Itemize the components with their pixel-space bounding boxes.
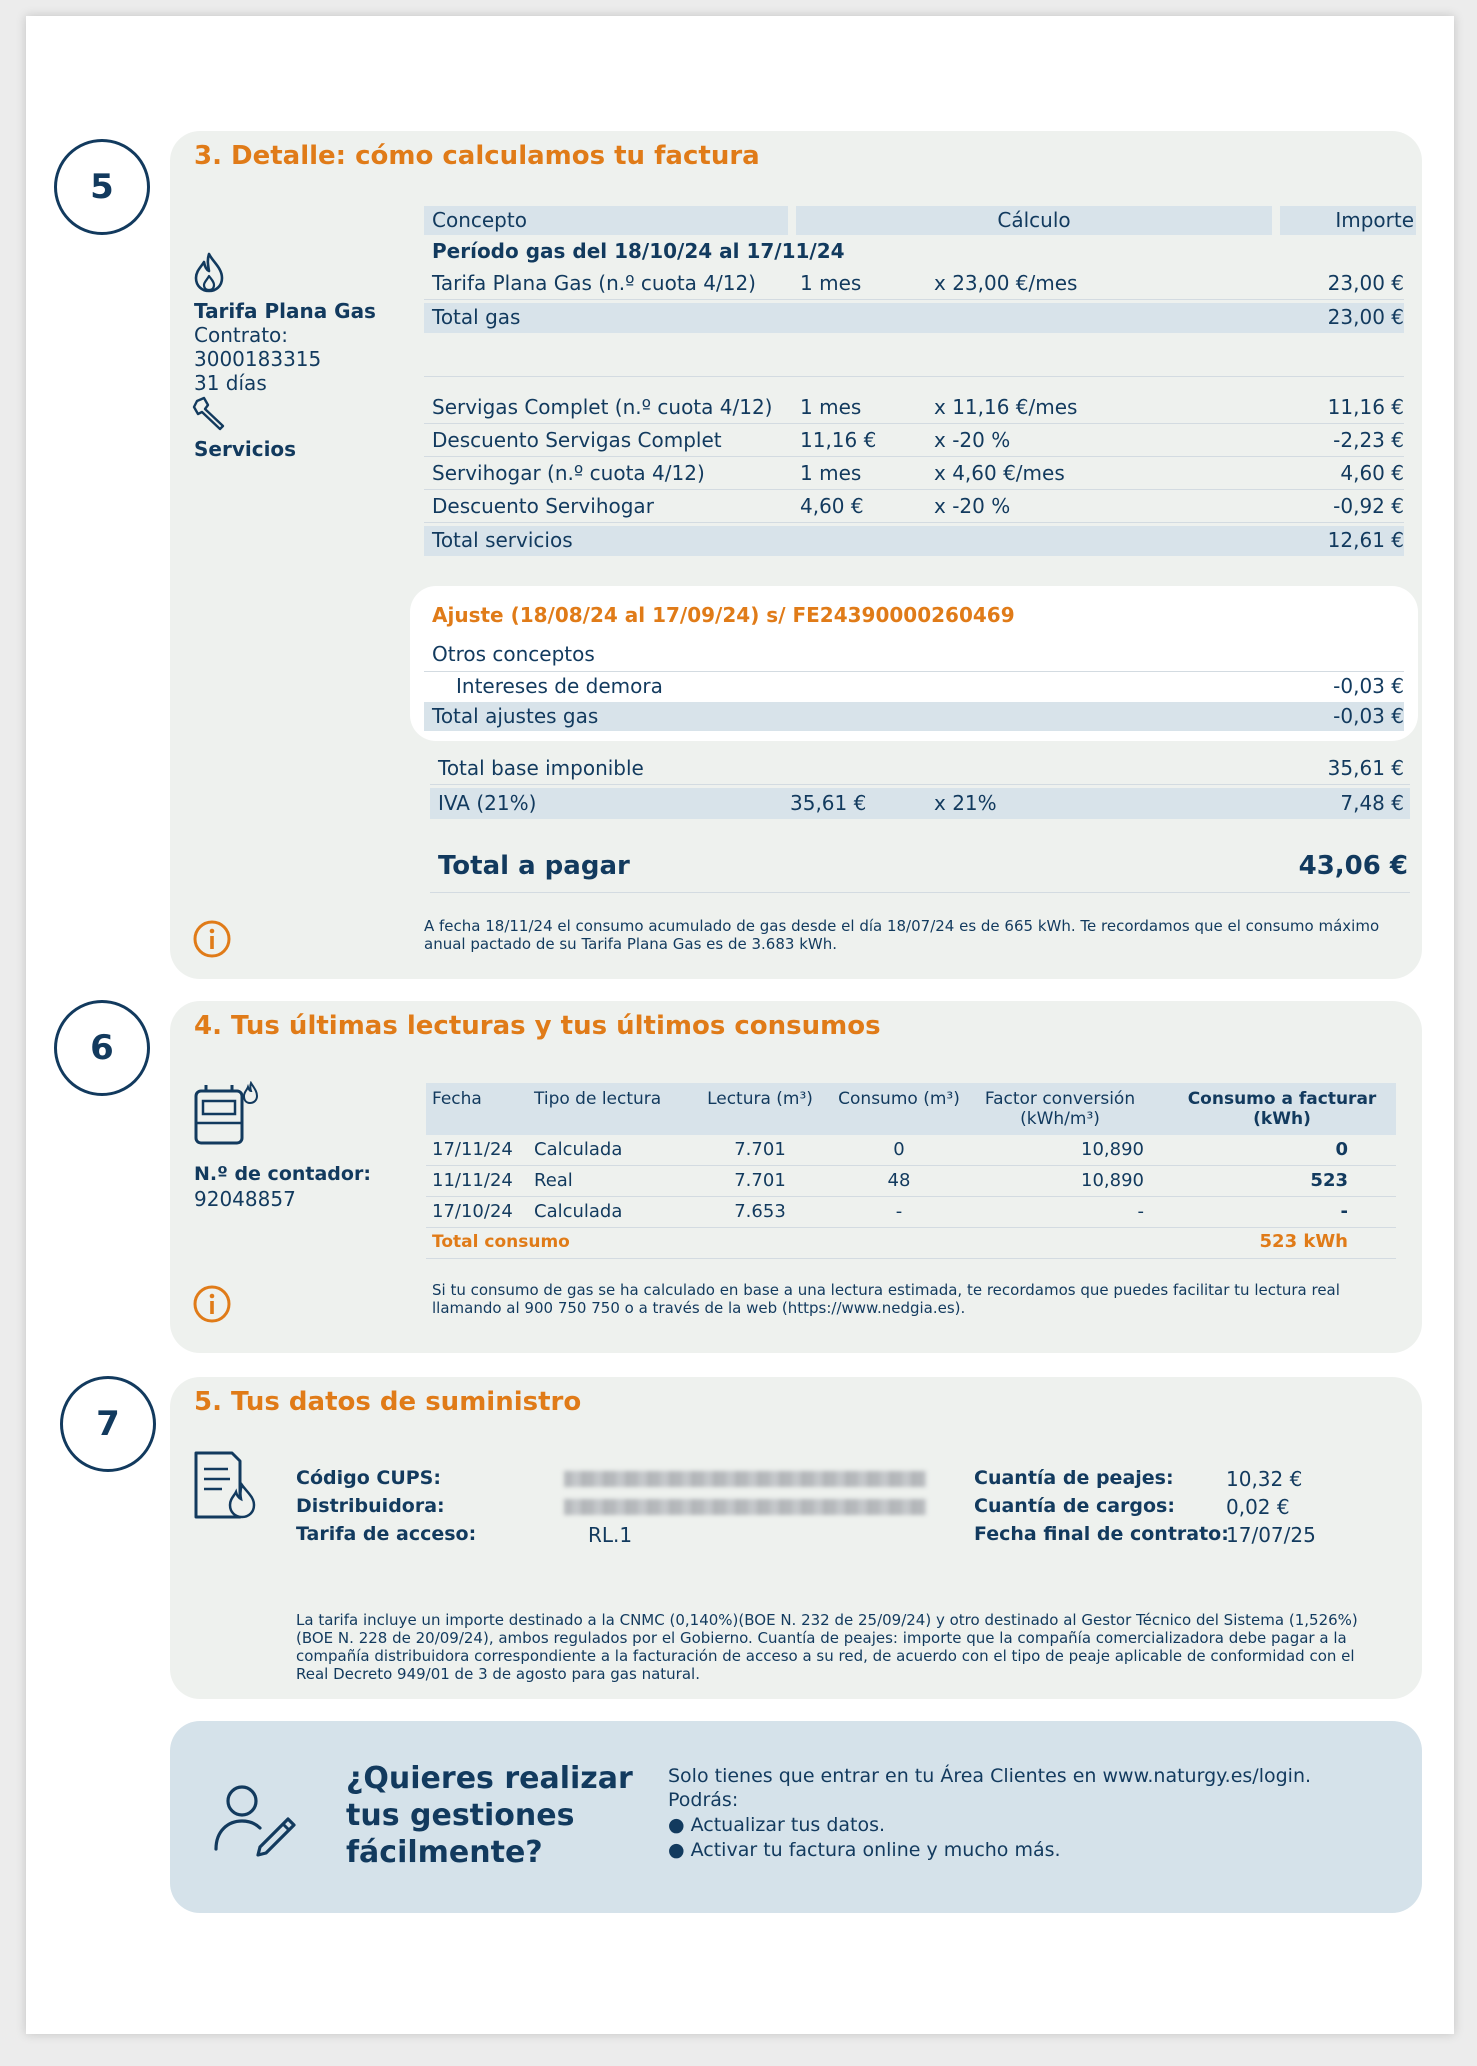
iva-calc: x 21% [934, 791, 997, 815]
row-separator [424, 456, 1404, 457]
total-servicios-label: Total servicios [432, 528, 573, 552]
distribuidora-label: Distribuidora: [296, 1495, 445, 1517]
service-row-qty: 1 mes [800, 461, 862, 485]
col-lectura: Lectura (m³) [707, 1089, 813, 1109]
lectura-factor: - [1137, 1201, 1144, 1222]
tarifa-acceso-value: RL.1 [588, 1523, 633, 1547]
distribuidora-redacted [564, 1499, 926, 1515]
promo-banner [170, 1721, 1422, 1913]
col-consumo: Consumo (m³) [838, 1089, 960, 1109]
total-ajustes-amount: -0,03 € [1333, 704, 1404, 728]
contador-label: N.º de contador: [194, 1163, 371, 1185]
contador-number: 92048857 [194, 1187, 296, 1211]
gas-row-amount: 23,00 € [1327, 271, 1404, 295]
service-row-label: Servigas Complet (n.º cuota 4/12) [432, 395, 773, 419]
total-ajustes-label: Total ajustes gas [432, 704, 599, 728]
lectura-consumo: 0 [893, 1139, 905, 1160]
lectura-fecha: 11/11/24 [432, 1170, 513, 1191]
lectura-consumo: 48 [887, 1170, 911, 1191]
total-gas-label: Total gas [432, 305, 521, 329]
service-row-amount: -0,92 € [1333, 494, 1404, 518]
lectura-facturar: - [1340, 1201, 1348, 1222]
promo-title-line-3: fácilmente? [346, 1835, 543, 1870]
cargos-value: 0,02 € [1226, 1495, 1290, 1519]
row-separator [430, 892, 1410, 893]
service-row-qty: 1 mes [800, 395, 862, 419]
total-consumo-label: Total consumo [432, 1232, 570, 1252]
lectura-consumo: - [895, 1201, 903, 1222]
peajes-value: 10,32 € [1226, 1467, 1303, 1491]
gas-row-qty: 1 mes [800, 271, 862, 295]
iva-base: 35,61 € [790, 791, 867, 815]
promo-line-1: Solo tienes que entrar en tu Área Clientes en www.naturgy.es/login. [668, 1765, 1312, 1787]
service-row-calc: x -20 % [934, 428, 1011, 452]
base-label: Total base imponible [438, 756, 644, 780]
col-concepto: Concepto [432, 208, 527, 232]
gas-row-label: Tarifa Plana Gas (n.º cuota 4/12) [432, 271, 756, 295]
promo-line-2: Podrás: [668, 1789, 739, 1811]
promo-title-line-2: tus gestiones [346, 1798, 575, 1833]
lectura-factor: 10,890 [1081, 1170, 1144, 1191]
lectura-fecha: 17/11/24 [432, 1139, 513, 1160]
row-separator [430, 784, 1410, 785]
detalle-panel [170, 131, 1422, 979]
service-row-amount: 11,16 € [1327, 395, 1404, 419]
col-fecha: Fecha [432, 1089, 482, 1109]
service-row-amount: 4,60 € [1340, 461, 1404, 485]
gas-meter-icon [194, 1081, 258, 1147]
otros-conceptos: Otros conceptos [432, 642, 595, 666]
step-5-marker: 5 [54, 139, 150, 235]
lectura-valor: 7.701 [734, 1170, 786, 1191]
lectura-valor: 7.701 [734, 1139, 786, 1160]
contrato-number: 3000183315 [194, 347, 322, 371]
step-6-marker: 6 [54, 1000, 150, 1096]
lecturas-note: Si tu consumo de gas se ha calculado en base a una lectura estimada, te recordamos que puedes facilitar tu lectura real llamando al 900 750 750 o a través de la web (https://www.nedgia.es). [432, 1281, 1340, 1317]
iva-amount: 7,48 € [1340, 791, 1404, 815]
service-row-label: Descuento Servihogar [432, 494, 654, 518]
servicios-label: Servicios [194, 437, 297, 461]
row-separator [424, 299, 1404, 300]
row-separator [424, 376, 1404, 377]
service-row-label: Servihogar (n.º cuota 4/12) [432, 461, 705, 485]
total-gas-amount: 23,00 € [1327, 305, 1404, 329]
service-row-label: Descuento Servigas Complet [432, 428, 722, 452]
suministro-title: 5. Tus datos de suministro [194, 1387, 582, 1417]
info-icon [192, 1284, 232, 1324]
fecha-final-label: Fecha final de contrato: [974, 1523, 1229, 1545]
periodo-heading: Período gas del 18/10/24 al 17/11/24 [432, 239, 845, 263]
intereses-label: Intereses de demora [456, 674, 663, 698]
col-factor-2: (kWh/m³) [1020, 1109, 1100, 1129]
row-separator [424, 423, 1404, 424]
total-pagar-label: Total a pagar [438, 851, 630, 881]
tarifa-acceso-label: Tarifa de acceso: [296, 1523, 477, 1545]
tarifa-name: Tarifa Plana Gas [194, 299, 376, 323]
row-separator [426, 1196, 1396, 1197]
lectura-factor: 10,890 [1081, 1139, 1144, 1160]
contrato-label: Contrato: [194, 323, 289, 347]
row-separator [424, 671, 1404, 672]
col-tipo: Tipo de lectura [534, 1089, 662, 1109]
gas-row-calc: x 23,00 €/mes [934, 271, 1078, 295]
user-edit-icon [212, 1781, 302, 1857]
total-servicios-amount: 12,61 € [1327, 528, 1404, 552]
info-icon [192, 919, 232, 959]
contract-document-icon [192, 1449, 258, 1521]
lectura-tipo: Calculada [534, 1139, 623, 1160]
col-calculo: Cálculo [997, 208, 1071, 232]
lectura-valor: 7.653 [734, 1201, 786, 1222]
cups-label: Código CUPS: [296, 1467, 441, 1489]
service-row-qty: 11,16 € [800, 428, 877, 452]
wrench-icon [192, 395, 230, 431]
lecturas-panel [170, 1001, 1422, 1353]
row-separator [424, 489, 1404, 490]
row-separator [426, 1227, 1396, 1228]
col-importe: Importe [1335, 208, 1414, 232]
col-facturar-1: Consumo a facturar [1187, 1089, 1377, 1109]
billing-days: 31 días [194, 371, 267, 395]
step-7-marker: 7 [60, 1376, 156, 1472]
cups-redacted [564, 1471, 926, 1487]
lectura-tipo: Real [534, 1170, 573, 1191]
col-facturar-2: (kWh) [1253, 1109, 1311, 1129]
fecha-final-value: 17/07/25 [1226, 1523, 1316, 1547]
suministro-note: La tarifa incluye un importe destinado a la CNMC (0,140%)(BOE N. 232 de 25/09/24) y otro destinado al Gestor Técnico del Sistema (1,526%) (BOE N. 228 de 20/09/24), ambos regulados por el Gobierno. Cuantía de peajes: importe que la compañía comercializadora debe pagar a la compañía distribuidora correspondiente a la facturación de acceso a su red, de acuerdo con el tipo de peaje aplicable de conformidad con el Real Decreto 949/01 de 3 de agosto para gas natural. [296, 1611, 1358, 1683]
intereses-amount: -0,03 € [1333, 674, 1404, 698]
lectura-facturar: 523 [1310, 1170, 1348, 1191]
iva-label: IVA (21%) [438, 791, 537, 815]
lectura-tipo: Calculada [534, 1201, 623, 1222]
flame-icon [192, 251, 226, 293]
invoice-page [26, 16, 1454, 2034]
suministro-panel [170, 1377, 1422, 1699]
ajuste-box [410, 586, 1418, 741]
lecturas-title: 4. Tus últimas lecturas y tus últimos consumos [194, 1011, 881, 1041]
lectura-fecha: 17/10/24 [432, 1201, 513, 1222]
promo-title-line-1: ¿Quieres realizar [346, 1761, 633, 1796]
service-row-calc: x 11,16 €/mes [934, 395, 1078, 419]
service-row-calc: x -20 % [934, 494, 1011, 518]
service-row-amount: -2,23 € [1333, 428, 1404, 452]
service-row-qty: 4,60 € [800, 494, 864, 518]
col-factor-1: Factor conversión [984, 1089, 1136, 1109]
total-pagar-amount: 43,06 € [1298, 851, 1408, 881]
promo-bullet-2: ● Activar tu factura online y mucho más. [668, 1839, 1061, 1861]
row-separator [426, 1258, 1396, 1259]
row-separator [424, 522, 1404, 523]
ajuste-title: Ajuste (18/08/24 al 17/09/24) s/ FE24390000260469 [432, 603, 1015, 627]
total-consumo-value: 523 kWh [1259, 1231, 1348, 1252]
row-separator [426, 1165, 1396, 1166]
service-row-calc: x 4,60 €/mes [934, 461, 1065, 485]
detalle-note: A fecha 18/11/24 el consumo acumulado de gas desde el día 18/07/24 es de 665 kWh. Te recordamos que el consumo máximo anual pactado de su Tarifa Plana Gas es de 3.683 kWh. [424, 917, 1380, 953]
base-amount: 35,61 € [1327, 756, 1404, 780]
cargos-label: Cuantía de cargos: [974, 1495, 1175, 1517]
lectura-facturar: 0 [1335, 1139, 1348, 1160]
detalle-title: 3. Detalle: cómo calculamos tu factura [194, 141, 760, 171]
peajes-label: Cuantía de peajes: [974, 1467, 1174, 1489]
promo-bullet-1: ● Actualizar tus datos. [668, 1814, 886, 1836]
